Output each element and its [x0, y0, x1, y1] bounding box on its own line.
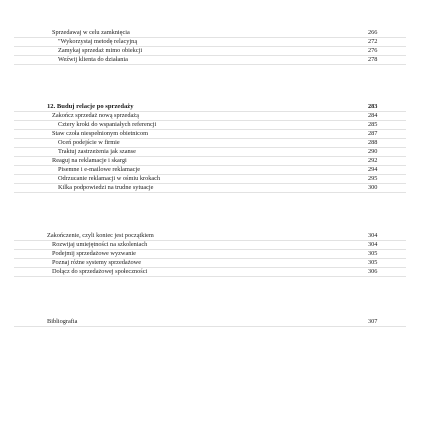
toc-entry-title: Podejmij sprzedażowe wyzwanie [52, 250, 136, 257]
toc-entry-title: Kilka podpowiedzi na trudne sytuacje [58, 184, 154, 191]
toc-chapter-title: Bibliografia [47, 318, 78, 325]
toc-entry [0, 148, 421, 156]
toc-entry-page: 284 [368, 112, 378, 119]
toc-entry-title: "Wykorzystaj metodę relacyjną [58, 38, 138, 45]
toc-entry-title: Traktuj zastrzeżenia jak szanse [58, 148, 136, 155]
toc-entry-page: 306 [368, 268, 378, 275]
toc-entry-title: Cztery kroki do wspaniałych referencji [58, 121, 157, 128]
toc-entry [0, 121, 421, 129]
toc-entry-page: 292 [368, 157, 378, 164]
toc-entry-title: Sprzedawaj w celu zamknięcia [52, 29, 130, 36]
toc-chapter [0, 103, 421, 111]
toc-entry-page: 272 [368, 38, 378, 45]
toc-entry-title: Oceń podejście w firmie [58, 139, 120, 146]
toc-entry [0, 139, 421, 147]
toc-entry-page: 278 [368, 56, 378, 63]
toc-entry-title: Pisemne i e-mailowe reklamacje [58, 166, 141, 173]
toc-entry-page: 290 [368, 148, 378, 155]
toc-chapter [0, 318, 421, 326]
toc-entry [0, 268, 421, 276]
toc-entry [0, 130, 421, 138]
toc-entry [0, 184, 421, 192]
toc-entry-page: 285 [368, 121, 378, 128]
toc-entry-page: 295 [368, 175, 378, 182]
toc-entry-page: 307 [368, 318, 378, 325]
toc-entry [0, 166, 421, 174]
toc-entry-page: 304 [368, 232, 378, 239]
divider [14, 276, 406, 277]
toc-entry-title: Odrzucanie reklamacji w ośmiu krokach [58, 175, 161, 182]
toc-entry-title: Dołącz do sprzedażowej społeczności [52, 268, 148, 275]
toc-entry-title: Staw czoła niespełnionym obietnicom [52, 130, 149, 137]
toc-entry-title: Reaguj na reklamacje i skargi [52, 157, 127, 164]
toc-entry-page: 283 [368, 103, 378, 110]
toc-entry-page: 305 [368, 250, 378, 257]
toc-entry [0, 241, 421, 249]
toc-entry-title: Zakończ sprzedaż nową sprzedażą [52, 112, 139, 119]
toc-entry [0, 29, 421, 37]
toc-chapter-title: Zakończenie, czyli koniec jest początkiem [47, 232, 154, 239]
toc-entry-page: 294 [368, 166, 378, 173]
toc-entry [0, 175, 421, 183]
toc-entry-title: Poznaj różne systemy sprzedażowe [52, 259, 141, 266]
toc-entry-page: 276 [368, 47, 378, 54]
toc-entry-page: 305 [368, 259, 378, 266]
toc-entry-page: 304 [368, 241, 378, 248]
toc-entry-title: Zamykaj sprzedaż mimo obiekcji [58, 47, 143, 54]
toc-entry [0, 157, 421, 165]
toc-entry [0, 56, 421, 64]
toc-chapter-title: 12. Buduj relacje po sprzedaży [47, 103, 134, 110]
toc-chapter [0, 232, 421, 240]
toc-entry [0, 38, 421, 46]
toc-entry-page: 288 [368, 139, 378, 146]
toc-entry-page: 300 [368, 184, 378, 191]
divider [14, 64, 406, 65]
divider [14, 192, 406, 193]
toc-entry [0, 112, 421, 120]
toc-entry-page: 266 [368, 29, 378, 36]
toc-entry [0, 259, 421, 267]
toc-entry [0, 47, 421, 55]
toc-entry-title: Rozwijaj umiejętności na szkoleniach [52, 241, 148, 248]
divider [14, 326, 406, 327]
toc-entry-title: Weźwij klienta do działania [58, 56, 128, 63]
toc-entry-page: 287 [368, 130, 378, 137]
toc-entry [0, 250, 421, 258]
